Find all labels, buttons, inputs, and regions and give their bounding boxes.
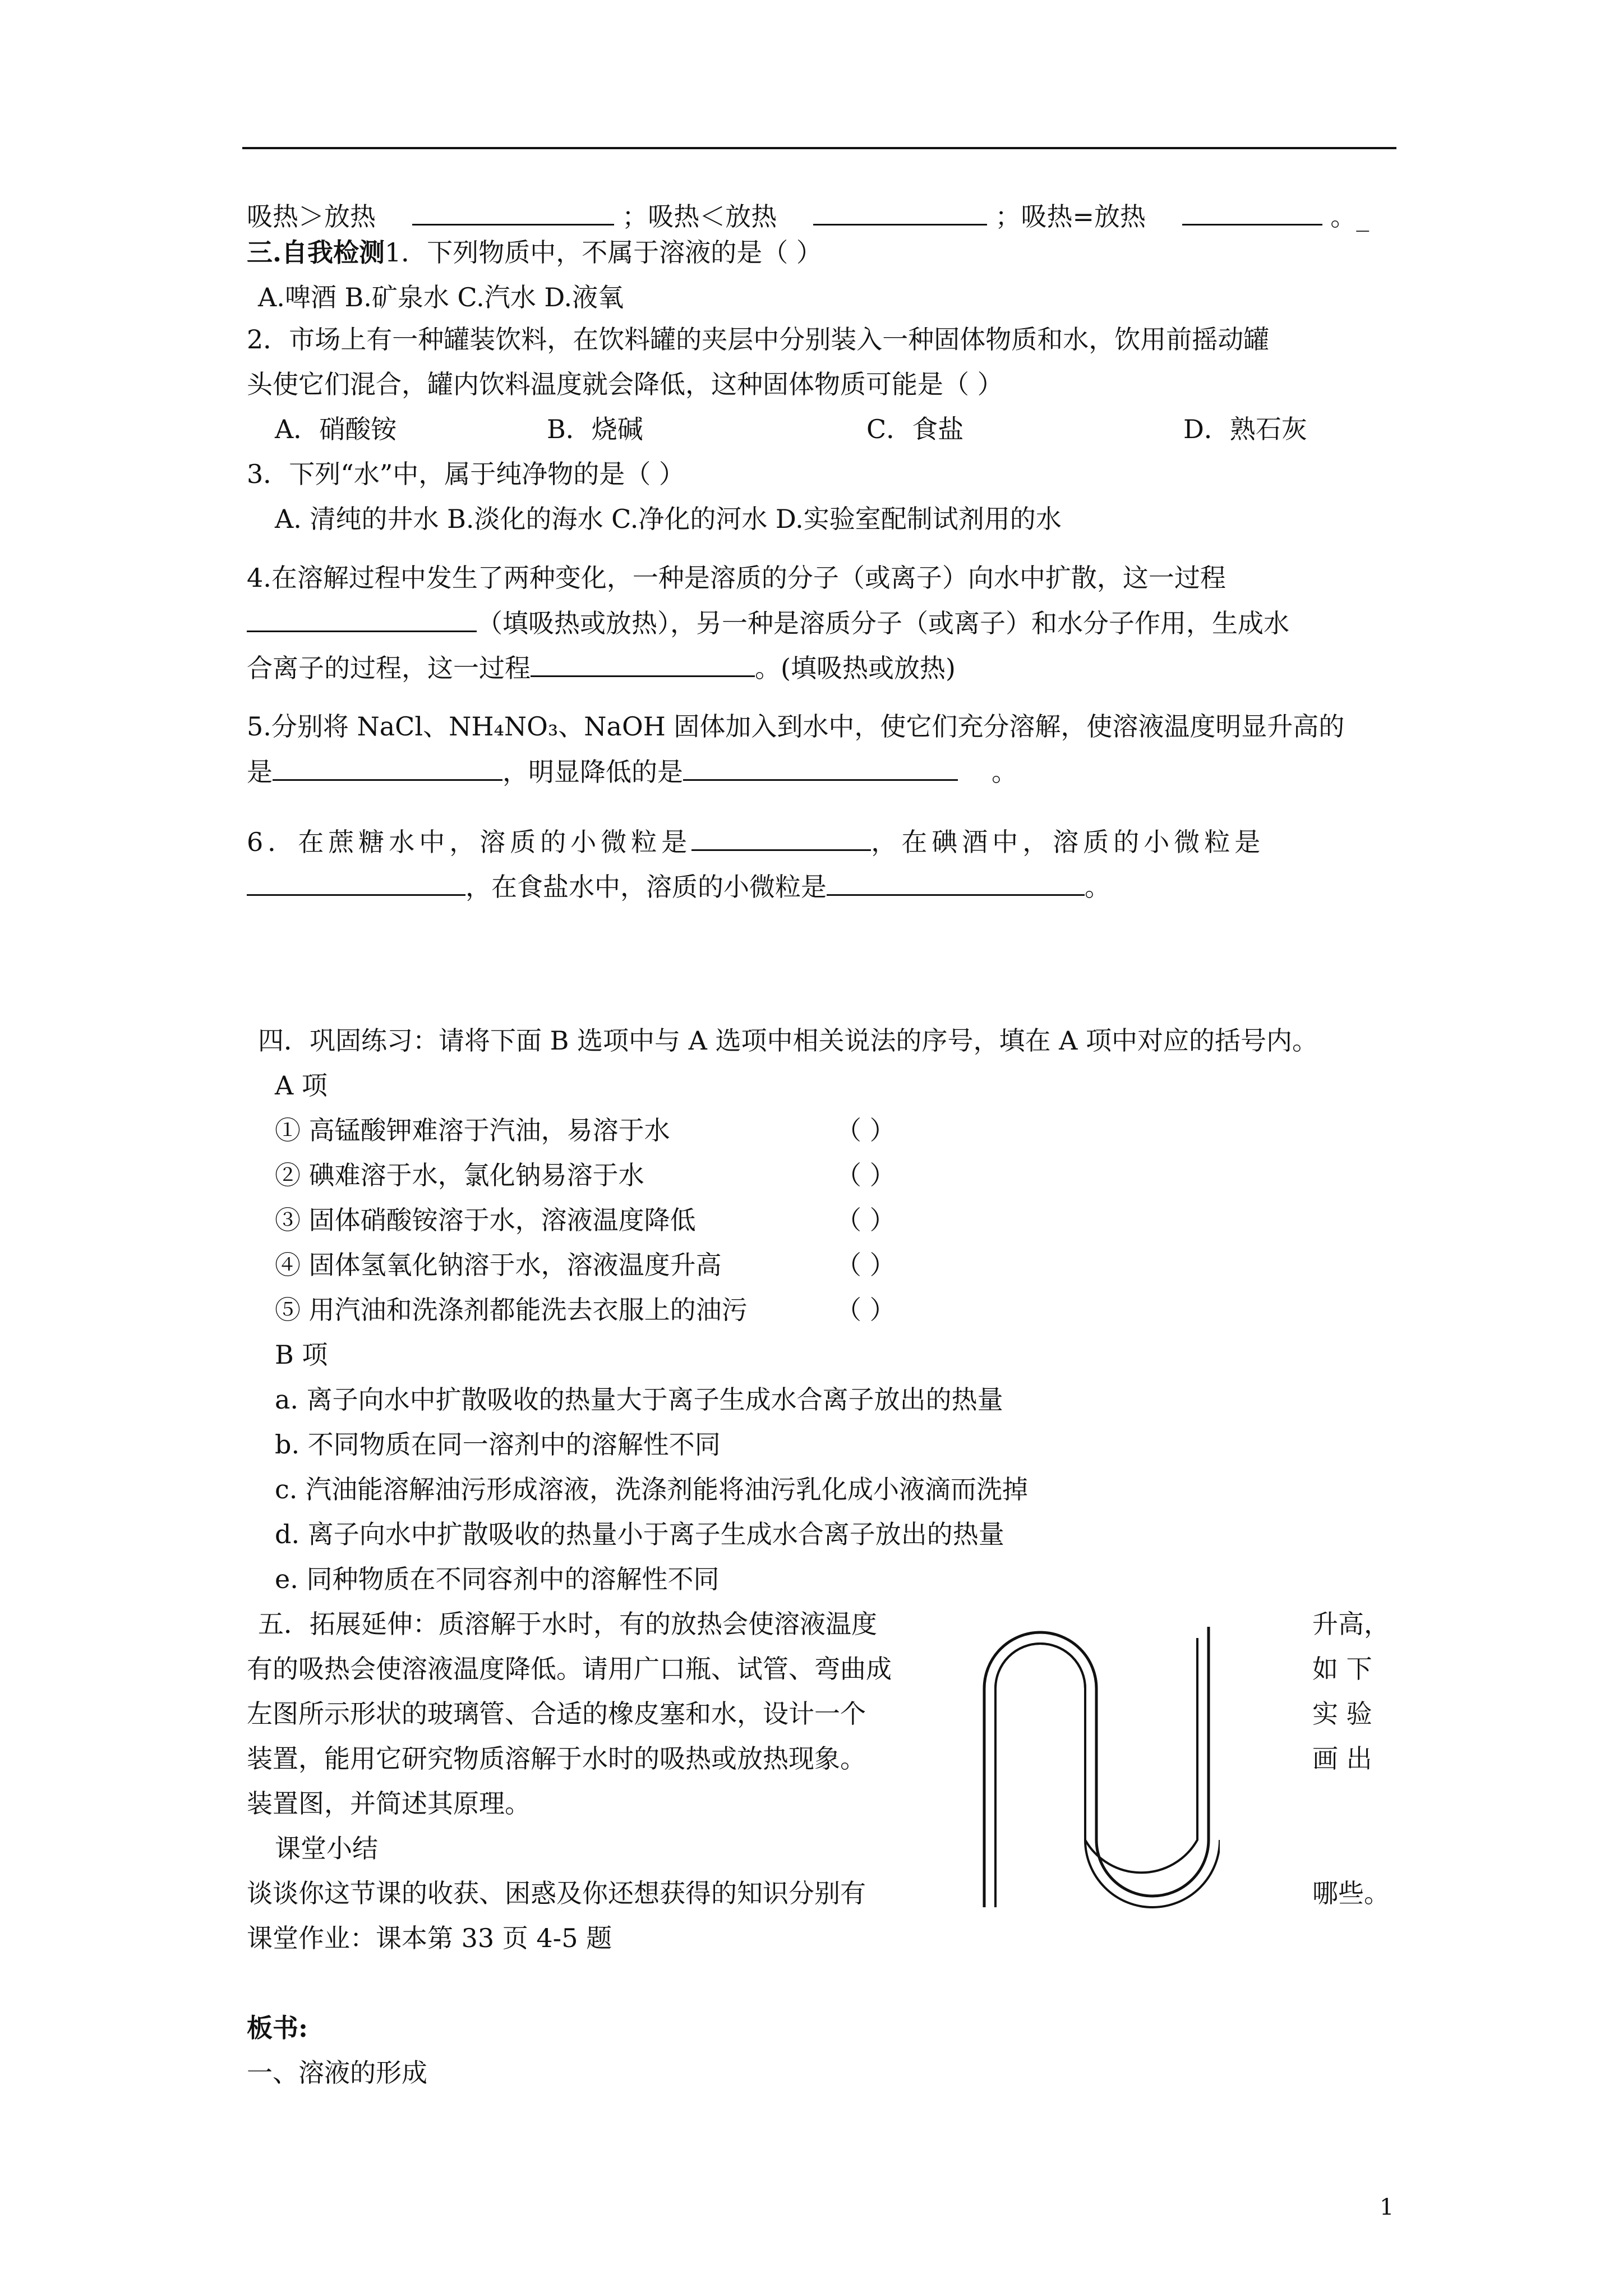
bent-glass-tube-figure <box>973 1616 1220 1918</box>
b-head: B 项 <box>275 1340 328 1370</box>
q6-blank-iodine[interactable] <box>247 869 465 896</box>
sec5-line2: 有的吸热会使溶液温度降低。请用广口瓶、试管、弯曲成 <box>247 1654 892 1684</box>
sec3-title: 三.自我检测 <box>247 237 385 268</box>
q2-option-d: D．熟石灰 <box>1183 414 1307 444</box>
sec3-q1-line <box>247 236 822 269</box>
heat-lt-label: ；吸热＜放热 <box>622 201 777 232</box>
heat-eq-label: ；吸热=放热 <box>995 201 1146 232</box>
q6-blank-salt[interactable] <box>827 869 1085 896</box>
q3-text: 3．下列“水”中，属于纯净物的是（ ） <box>247 459 685 489</box>
sec5-line2-right: 如 下 <box>1312 1654 1372 1684</box>
board-title: 板书: <box>247 2013 308 2043</box>
summary-head: 课堂小结 <box>275 1833 378 1864</box>
q4-blank2[interactable] <box>531 651 755 677</box>
b-item-a: a. 离子向水中扩散吸收的热量大于离子生成水合离子放出的热量 <box>275 1384 1003 1415</box>
heat-eq-blank[interactable] <box>1182 199 1322 226</box>
q5-line1: 5.分别将 NaCl、NH₄NO₃、NaOH 固体加入到水中，使它们充分溶解，使溶液温度明显升高的 <box>247 711 1345 742</box>
board-item-1: 一、溶液的形成 <box>247 2058 427 2088</box>
q6-sugar-text: 6．在蔗糖水中，溶质的小微粒是 <box>247 827 692 857</box>
heat-comparison-line <box>247 199 1369 233</box>
a-item-1-bracket[interactable]: （ ） <box>836 1115 896 1145</box>
q5-line2-start: 是 <box>247 757 273 787</box>
q4-line3-text: 合离子的过程，这一过程 <box>247 653 531 683</box>
q4-blank1[interactable] <box>247 606 477 632</box>
homework-text: 课堂作业：课本第 33 页 4-5 题 <box>247 1923 612 1953</box>
q1-options: A.啤酒 B.矿泉水 C.汽水 D.液氧 <box>258 282 624 312</box>
summary-text: 谈谈你这节课的收获、困惑及你还想获得的知识分别有 <box>247 1878 866 1908</box>
a-item-2-bracket[interactable]: （ ） <box>836 1160 896 1190</box>
a-item-4-bracket[interactable]: （ ） <box>836 1250 896 1280</box>
a-item-3: ③ 固体硝酸铵溶于水，溶液温度降低 <box>275 1205 696 1235</box>
q6-blank-sugar[interactable] <box>691 825 871 851</box>
sec5-line1-right: 升高， <box>1312 1609 1390 1639</box>
sec5-line3: 左图所示形状的玻璃管、合适的橡皮塞和水，设计一个 <box>247 1699 866 1729</box>
a-head: A 项 <box>275 1070 328 1101</box>
heat-gt-label: 吸热＞放热 <box>247 201 376 232</box>
sec5-line3-right: 实 验 <box>1312 1699 1372 1729</box>
q4-line2 <box>247 606 1289 640</box>
sec5-line4: 装置，能用它研究物质溶解于水时的吸热或放热现象。 <box>247 1743 866 1774</box>
q2-line1: 2．市场上有一种罐装饮料，在饮料罐的夹层中分别装入一种固体物质和水，饮用前摇动罐 <box>247 324 1270 355</box>
q2-line2: 头使它们混合，罐内饮料温度就会降低，这种固体物质可能是（ ） <box>247 369 1003 399</box>
q6-iodine-text: ，在碘酒中，溶质的小微粒是 <box>871 827 1265 857</box>
q5-line2-mid: ，明显降低的是 <box>502 757 683 787</box>
b-item-d: d. 离子向水中扩散吸收的热量小于离子生成水合离子放出的热量 <box>275 1519 1004 1549</box>
q5-line2 <box>247 754 1017 789</box>
summary-right: 哪些。 <box>1312 1878 1390 1908</box>
heat-gt-blank[interactable] <box>412 199 614 226</box>
header-rule <box>242 147 1396 149</box>
a-item-4: ④ 固体氢氧化钠溶于水，溶液温度升高 <box>275 1250 722 1280</box>
heat-lt-blank[interactable] <box>813 199 987 226</box>
q6-salt-text: ，在食盐水中，溶质的小微粒是 <box>465 872 827 902</box>
sec5-line5: 装置图，并简述其原理。 <box>247 1788 531 1819</box>
q6-end: 。 <box>1085 872 1110 902</box>
a-item-3-bracket[interactable]: （ ） <box>836 1205 896 1235</box>
sec4-title: 四．巩固练习：请将下面 B 选项中与 A 选项中相关说法的序号，填在 A 项中对应的括号内。 <box>258 1025 1318 1056</box>
q4-line3 <box>247 651 956 685</box>
q1-text: 1．下列物质中，不属于溶液的是（ ） <box>385 237 822 268</box>
q2-option-c: C．食盐 <box>866 414 964 444</box>
q5-line2-end: 。 <box>992 757 1017 787</box>
q5-blank-drop[interactable] <box>683 754 958 781</box>
a-item-1: ① 高锰酸钾难溶于汽油，易溶于水 <box>275 1115 670 1145</box>
b-item-c: c. 汽油能溶解油污形成溶液，洗涤剂能将油污乳化成小液滴而洗掉 <box>275 1474 1029 1504</box>
a-item-5-bracket[interactable]: （ ） <box>836 1295 896 1325</box>
q4-line2-text: （填吸热或放热），另一种是溶质分子（或离子）和水分子作用，生成水 <box>477 608 1289 638</box>
q4-line1: 4.在溶解过程中发生了两种变化，一种是溶质的分子（或离子）向水中扩散，这一过程 <box>247 563 1226 593</box>
q2-option-b: B．烧碱 <box>547 414 643 444</box>
q2-option-a: A．硝酸铵 <box>275 414 397 444</box>
q6-line1 <box>247 825 1396 859</box>
sec5-line1: 五．拓展延伸：质溶解于水时，有的放热会使溶液温度 <box>258 1609 877 1639</box>
a-item-2: ② 碘难溶于水，氯化钠易溶于水 <box>275 1160 644 1190</box>
page-number: 1 <box>1380 2194 1394 2220</box>
b-item-e: e. 同种物质在不同容剂中的溶解性不同 <box>275 1564 720 1594</box>
q3-options: A. 清纯的井水 B.淡化的海水 C.净化的河水 D.实验室配制试剂用的水 <box>275 504 1062 534</box>
b-item-b: b. 不同物质在同一溶剂中的溶解性不同 <box>275 1429 721 1460</box>
q5-blank-rise[interactable] <box>273 754 502 781</box>
q4-line3-end: 。(填吸热或放热) <box>755 653 956 683</box>
q6-line2 <box>247 869 1110 904</box>
a-item-5: ⑤ 用汽油和洗涤剂都能洗去衣服上的油污 <box>275 1295 748 1325</box>
heat-end: 。_ <box>1330 201 1370 232</box>
sec5-line4-right: 画 出 <box>1312 1743 1372 1774</box>
